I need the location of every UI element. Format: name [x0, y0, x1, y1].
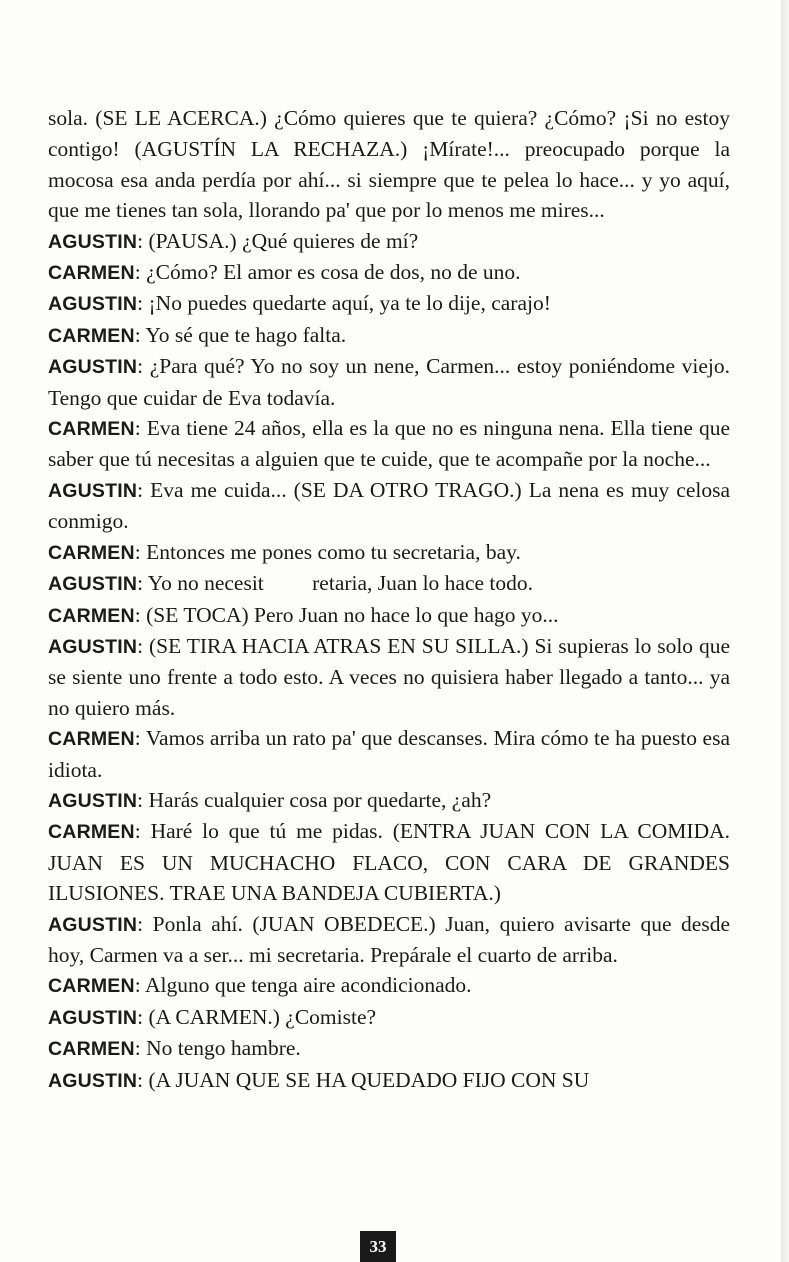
dialogue-text: : Entonces me pones como tu secretaria, bay.: [134, 539, 521, 564]
dialogue-text: : No tengo hambre.: [134, 1036, 301, 1061]
dialogue-text: : Eva me cuida... (SE DA OTRO TRAGO.) La nena es muy celosa conmigo.: [48, 477, 730, 534]
dialogue-line: [48, 1033, 730, 1064]
dialogue-text: : (A CARMEN.) ¿Comiste?: [137, 1004, 377, 1029]
speaker-name: AGUSTIN: [48, 789, 138, 812]
dialogue-text: : ¿Cómo? El amor es cosa de dos, no de uno.: [134, 260, 521, 285]
dialogue-text: sola. (SE LE ACERCA.) ¿Cómo quieres que te quiera? ¿Cómo? ¡Si no estoy contigo! (AGUSTÍN LA RECHAZA.) ¡Mírate!... preocupado porque la mocosa esa anda perdía por ahí... si siempre que te pelea lo hace... y yo aquí, que me tienes tan sola, llorando pa' que por lo menos me mires...: [48, 106, 730, 223]
dialogue-text: : Yo no necesit retaria, Juan lo hace todo.: [137, 571, 534, 596]
speaker-name: AGUSTIN: [48, 573, 138, 596]
speaker-name: CARMEN: [48, 541, 135, 564]
page-number: 33: [360, 1231, 396, 1262]
dialogue-line: [48, 909, 730, 971]
dialogue-text: : Alguno que tenga aire acondicionado.: [134, 973, 472, 998]
dialogue-line: [48, 723, 730, 785]
dialogue-text: : (SE TOCA) Pero Juan no hace lo que hago yo...: [134, 602, 559, 627]
page-edge: [781, 0, 789, 1262]
speaker-name: AGUSTIN: [48, 635, 138, 658]
dialogue-text: : ¿Para qué? Yo no soy un nene, Carmen... estoy poniéndome viejo. Tengo que cuidar de Eva todavía.: [48, 354, 730, 410]
dialogue-text: : (A JUAN QUE SE HA QUEDADO FIJO CON SU: [137, 1067, 590, 1092]
speaker-name: CARMEN: [48, 1038, 135, 1061]
dialogue-line: [48, 288, 730, 319]
dialogue-text: : (PAUSA.) ¿Qué quieres de mí?: [137, 228, 419, 253]
dialogue-line: [48, 816, 730, 908]
speaker-name: AGUSTIN: [48, 1006, 138, 1029]
dialogue-line: [48, 568, 730, 599]
speaker-name: CARMEN: [48, 324, 135, 347]
dialogue-line: [48, 257, 730, 288]
dialogue-text: : Yo sé que te hago falta.: [134, 322, 347, 347]
page-text: [48, 103, 730, 1096]
dialogue-line: [48, 537, 730, 568]
speaker-name: AGUSTIN: [48, 1069, 138, 1092]
dialogue-line: [48, 103, 730, 226]
speaker-name: AGUSTIN: [48, 479, 138, 502]
dialogue-line: [48, 351, 730, 413]
dialogue-text: : (SE TIRA HACIA ATRAS EN SU SILLA.) Si supieras lo solo que se siente uno frente a todo esto. A veces no quisiera haber llegado a tanto... ya no quiero más.: [48, 633, 730, 720]
dialogue-line: [48, 226, 730, 257]
speaker-name: AGUSTIN: [48, 293, 138, 316]
dialogue-text: : Eva tiene 24 años, ella es la que no es ninguna nena. Ella tiene que saber que tú necesitas a alguien que te cuide, que te acompañe por la noche...: [48, 416, 730, 472]
speaker-name: CARMEN: [48, 604, 135, 627]
dialogue-text: : Vamos arriba un rato pa' que descanses. Mira cómo te ha puesto esa idiota.: [48, 726, 730, 782]
speaker-name: CARMEN: [48, 975, 135, 998]
dialogue-line: [48, 631, 730, 723]
dialogue-text: : Haré lo que tú me pidas. (ENTRA JUAN CON LA COMIDA. JUAN ES UN MUCHACHO FLACO, CON CARA DE GRANDES ILUSIONES. TRAE UNA BANDEJA CUBIERTA.): [48, 819, 730, 906]
speaker-name: AGUSTIN: [48, 913, 138, 936]
speaker-name: CARMEN: [48, 418, 135, 441]
dialogue-text: : Ponla ahí. (JUAN OBEDECE.) Juan, quiero avisarte que desde hoy, Carmen va a ser... mi secretaria. Prepárale el cuarto de arriba.: [48, 911, 730, 967]
dialogue-text: : ¡No puedes quedarte aquí, ya te lo dije, carajo!: [137, 291, 551, 316]
speaker-name: AGUSTIN: [48, 356, 138, 379]
dialogue-text: : Harás cualquier cosa por quedarte, ¿ah?: [137, 787, 492, 812]
speaker-name: AGUSTIN: [48, 230, 138, 253]
dialogue-line: [48, 320, 730, 351]
dialogue-line: [48, 475, 730, 537]
dialogue-line: [48, 1065, 730, 1096]
speaker-name: CARMEN: [48, 728, 135, 751]
dialogue-line: [48, 970, 730, 1001]
dialogue-line: [48, 413, 730, 475]
speaker-name: CARMEN: [48, 821, 135, 844]
dialogue-line: [48, 785, 730, 816]
dialogue-line: [48, 1002, 730, 1033]
speaker-name: CARMEN: [48, 262, 135, 285]
dialogue-line: [48, 600, 730, 631]
